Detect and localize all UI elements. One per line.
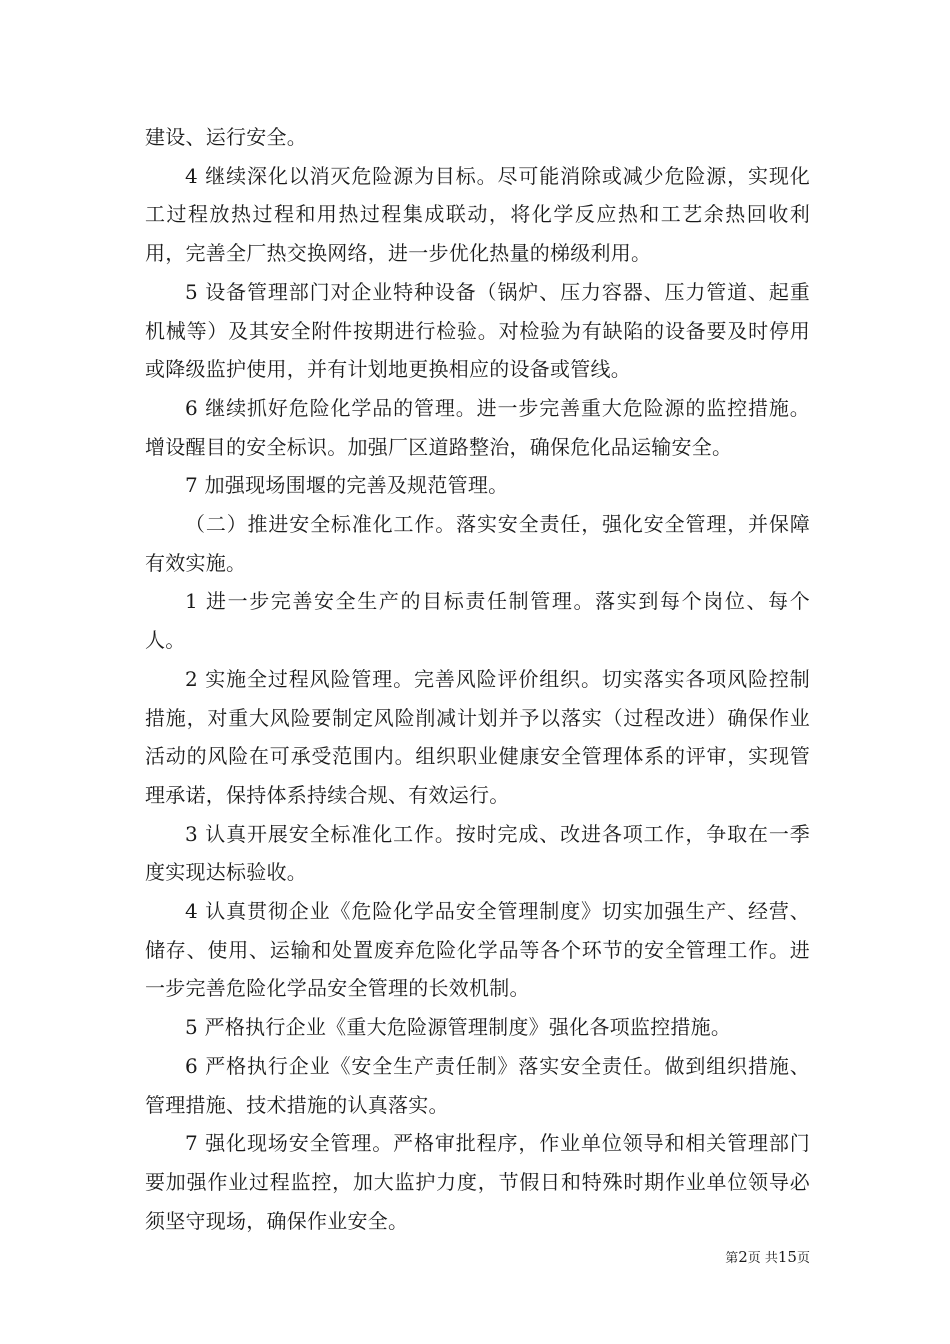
paragraph: 3 认真开展安全标准化工作。按时完成、改进各项工作，争取在一季度实现达标验收。 [145,821,810,885]
body-text [145,118,810,1240]
paragraph: 4 认真贯彻企业《危险化学品安全管理制度》切实加强生产、经营、储存、使用、运输和处置废弃危险化学品等各个环节的安全管理工作。进一步完善危险化学品安全管理的长效机制。 [145,899,810,1001]
paragraph: 1 进一步完善安全生产的目标责任制管理。落实到每个岗位、每个人。 [145,589,810,653]
paragraph: 5 严格执行企业《重大危险源管理制度》强化各项监控措施。 [185,1015,732,1040]
total-page-count: 15 [777,1248,797,1266]
paragraph: 建设、运行安全。 [145,125,307,149]
footer-suffix: 页 [796,1251,810,1266]
paragraph: 6 继续抓好危险化学品的管理。进一步完善重大危险源的监控措施。增设醒目的安全标识。加强厂区道路整治，确保危化品运输安全。 [145,395,810,459]
paragraph: 6 严格执行企业《安全生产责任制》落实安全责任。做到组织措施、管理措施、技术措施的认真落实。 [145,1053,810,1117]
footer-prefix: 第 [725,1251,739,1266]
paragraph: 7 强化现场安全管理。严格审批程序，作业单位领导和相关管理部门要加强作业过程监控，加大监护力度，节假日和特殊时期作业单位领导必须坚守现场，确保作业安全。 [145,1131,810,1233]
paragraph: 2 实施全过程风险管理。完善风险评价组织。切实落实各项风险控制措施，对重大风险要制定风险削减计划并予以落实（过程改进）确保作业活动的风险在可承受范围内。组织职业健康安全管理体系的评审，实现管理承诺，保持体系持续合规、有效运行。 [145,666,810,807]
section-heading: （二）推进安全标准化工作。落实安全责任，强化安全管理，并保障有效实施。 [145,512,810,575]
footer-middle: 页 共 [747,1251,778,1266]
current-page-number: 2 [738,1248,748,1266]
page-number-footer [725,1247,810,1266]
paragraph: 4 继续深化以消灭危险源为目标。尽可能消除或减少危险源，实现化工过程放热过程和用热过程集成联动，将化学反应热和工艺余热回收利用，完善全厂热交换网络，进一步优化热量的梯级利用。 [145,163,810,266]
paragraph: 7 加强现场围堰的完善及规范管理。 [185,473,509,498]
paragraph: 5 设备管理部门对企业特种设备（锅炉、压力容器、压力管道、起重机械等）及其安全附件按期进行检验。对检验为有缺陷的设备要及时停用或降级监护使用，并有计划地更换相应的设备或管线。 [145,279,810,382]
